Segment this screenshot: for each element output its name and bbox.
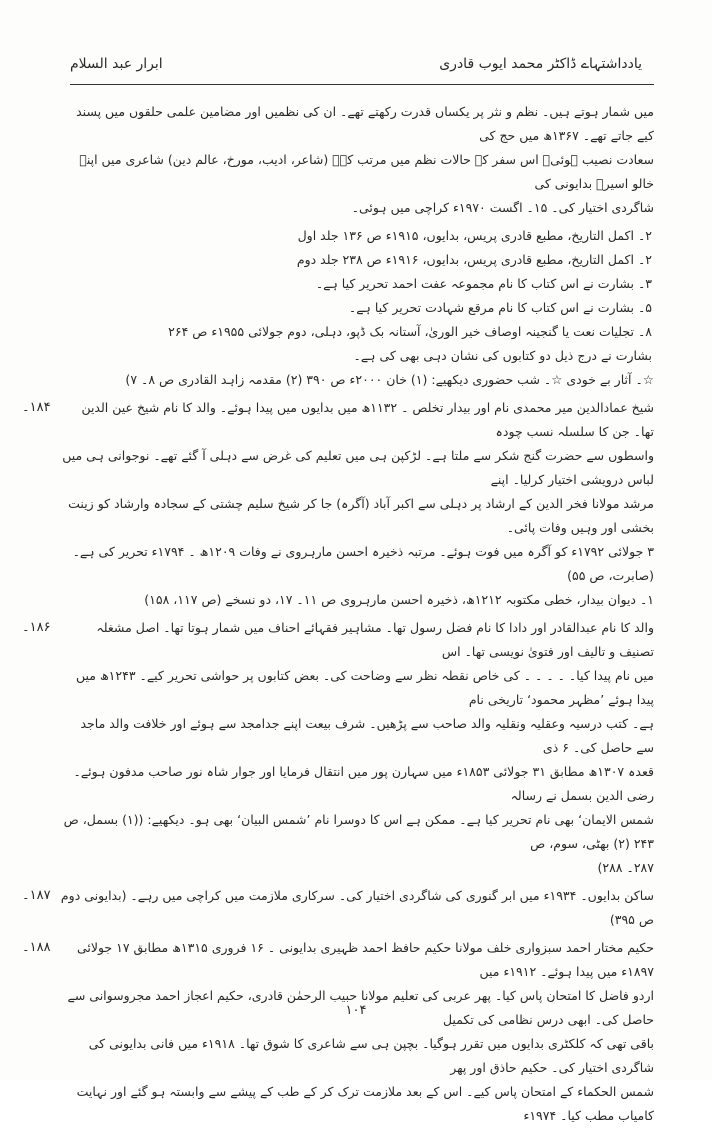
footnote-5: ۸۔ تجلیات نعت یا گنجینہ اوصاف خیر الوریٰ، آستانہ بک ڈپو، دہلی، دوم جولائی ۱۹۵۵ء ص ۲۶۴ <box>168 324 652 339</box>
entry-187 <box>22 884 654 932</box>
footnote-6: بشارت نے درج ذیل دو کتابوں کی نشان دہی بھی کی ہے۔ <box>353 348 652 363</box>
entry-line: ۲۸۷۔ ۲۸۸) <box>597 860 654 875</box>
entry-number: ۱۸۶۔ <box>22 620 51 635</box>
footnote-3: ۳۔ بشارت نے اس کتاب کا نام مجموعہ عفت احمد تحریر کیا ہے۔ <box>315 276 652 291</box>
entry-186 <box>22 616 654 880</box>
footnote-1: ۲۔ اکمل التاریخ، مطبع قادری پریس، بدایوں، ۱۹۱۵ء ص ۱۳۶ جلد اول <box>297 228 652 243</box>
entry-line: شمس الحکماء کے امتحان پاس کیے۔ اس کے بعد ملازمت ترک کر کے طب کے پیشے سے وابستہ ہو گئے اور نہایت کامیاب مطب کیا۔ ۱۹۷۴ء <box>76 1084 654 1123</box>
entry-line: ۳ جولائی ۱۷۹۲ء کو آگرہ میں فوت ہوئے۔ مرتبہ ذخیرہ احسن مارہروی نے وفات ۱۲۰۹ھ ۔ ۱۷۹۴ء تحریر کی ہے۔ (صابرت، ص ۵۵) <box>72 544 654 583</box>
entry-184 <box>22 396 654 612</box>
star-references: ☆۔ آثار بے خودی ☆۔ شب حضوری دیکھیے: (۱) خان ۲۰۰۰ء ص ۳۹۰ (۲) مقدمہ زاہد القادری ص ۸۔ ۷) <box>125 372 654 387</box>
intro-line-3: شاگردی اختیار کی۔ ۱۵۔ اگست ۱۹۷۰ء کراچی میں ہوئی۔ <box>351 200 654 215</box>
entry-line: باقی تھی کہ کلکٹری بدایوں میں تقرر ہوگیا۔ بچپن ہی سے شاعری کا شوق تھا۔ ۱۹۱۸ء میں فانی بدایونی کی شاگردی اختیار کی۔ حکیم حاذق اور پھر <box>88 1036 654 1075</box>
book-title: یادداشتہاے ڈاکٹر محمد ایوب قادری <box>439 56 642 72</box>
author-name: ابرار عبد السلام <box>70 56 163 72</box>
entry-line: ہے۔ کتب درسیہ وعقلیہ ونقلیہ والد صاحب سے پڑھیں۔ شرف بیعت اپنے جدامجد سے ہوئے اور خلافت والد ماجد سے حاصل کی۔ ۶ ذی <box>80 716 654 755</box>
intro-line-1: میں شمار ہوتے ہیں۔ نظم و نثر پر یکساں قدرت رکھتے تھے۔ ان کی نظمیں اور مضامین علمی حلقوں میں پسند کیے جاتے تھے۔ ۱۳۶۷ھ میں حج کی <box>76 104 654 143</box>
header-rule <box>70 84 654 85</box>
entry-line: والد کا نام عبدالقادر اور دادا کا نام فضل رسول تھا۔ مشاہیر فقہائے احناف میں شمار ہوتا تھا۔ اصل مشغلہ تصنیف و تالیف اور فتویٰ نویسی تھا۔ اس <box>96 620 654 659</box>
entry-line: مرشد مولانا فخر الدین کے ارشاد پر دہلی سے اکبر آباد (آگرہ) جا کر شیخ سلیم چشتی کے سجادہ وارشاد کو زینت بخشی اور وہیں وفات پائی۔ <box>68 496 654 535</box>
entry-line: میں نام پیدا کیا۔ ۔ ۔ ۔ ۔ کی خاص نقطہ نظر سے وضاحت کی۔ بعض کتابوں پر حواشی تحریر کیے۔ ۱۲۴۳ھ میں پیدا ہوئے ’مظہر محمود‘ تاریخی نام <box>75 668 654 707</box>
entry-line: اردو فاضل کا امتحان پاس کیا۔ پھر عربی کی تعلیم مولانا حبیب الرحمٰن قادری، حکیم اعجاز احمد مجروسوانی سے حاصل کی۔ ابھی درس نظامی کی تکمیل <box>67 988 654 1027</box>
entry-line: شمس الایمان‘ بھی نام تحریر کیا ہے۔ ممکن ہے اس کا دوسرا نام ’شمس البیان‘ بھی ہو۔ دیکھیے: ((۱) بسمل، ص ۲۴۳ (۲) بھٹی، سوم، ص <box>63 812 654 851</box>
running-header <box>70 52 642 82</box>
entry-number: ۱۸۷۔ <box>22 888 51 903</box>
entry-number: ۱۸۴۔ <box>22 400 51 415</box>
entry-line: شیخ عمادالدین میر محمدی نام اور بیدار تخلص ۔ ۱۱۳۲ھ میں بدایوں میں پیدا ہوئے۔ والد کا نام شیخ عین الدین تھا۔ جن کا سلسلہ نسب چودہ <box>81 400 654 439</box>
entry-line: حکیم مختار احمد سبزواری خلف مولانا حکیم حافظ احمد ظہیری بدایونی ۔ ۱۶ فروری ۱۳۱۵ھ مطابق ۱۷ جولائی ۱۸۹۷ء میں پیدا ہوئے۔ ۱۹۱۲ء میں <box>76 940 654 979</box>
entry-line: واسطوں سے حضرت گنج شکر سے ملتا ہے۔ لڑکپن ہی میں تعلیم کی غرض سے دہلی آ گئے تھے۔ نوجوانی ہی میں لباس درویشی اختیار کرلیا۔ اپنے <box>62 448 654 487</box>
entry-line: ساکن بدایوں۔ ۱۹۳۴ء میں ابر گنوری کی شاگردی اختیار کی۔ سرکاری ملازمت میں کراچی میں رہے۔ (بدایونی دوم ص ۳۹۵) <box>60 888 654 927</box>
page-number: ۱۰۴ <box>345 1003 367 1018</box>
entry-line: ۱۔ دیوان بیدار، خطی مکتوبہ ۱۲۱۲ھ، ذخیرہ احسن مارہروی ص ۱۱۔ ۱۷، دو نسخے (ص ۱۱۷، ۱۵۸) <box>144 592 654 607</box>
page-body <box>22 100 654 1128</box>
footnote-2: ۲۔ اکمل التاریخ، مطبع قادری پریس، بدایوں، ۱۹۱۶ء ص ۲۳۸ جلد دوم <box>296 252 652 267</box>
entry-number: ۱۸۸۔ <box>22 940 51 955</box>
intro-line-2: سعادت نصیب ہوئی۔ اس سفر کے حالات نظم میں مرتب کے۔ (شاعر، ادیب، مورخ، عالم دین) شاعری میں اپنے خالو اسیرؔ بدایونی کی <box>79 152 654 191</box>
footnote-4: ۵۔ بشارت نے اس کتاب کا نام مرقع شہادت تحریر کیا ہے۔ <box>348 300 652 315</box>
entry-188 <box>22 936 654 1128</box>
entry-line: قعدہ ۱۳۰۷ھ مطابق ۳۱ جولائی ۱۸۵۳ء میں سہارن پور میں انتقال فرمایا اور جوار شاہ نور صاحب مدفون ہوئے۔ رضی الدین بسمل نے رسالہ <box>73 764 654 803</box>
